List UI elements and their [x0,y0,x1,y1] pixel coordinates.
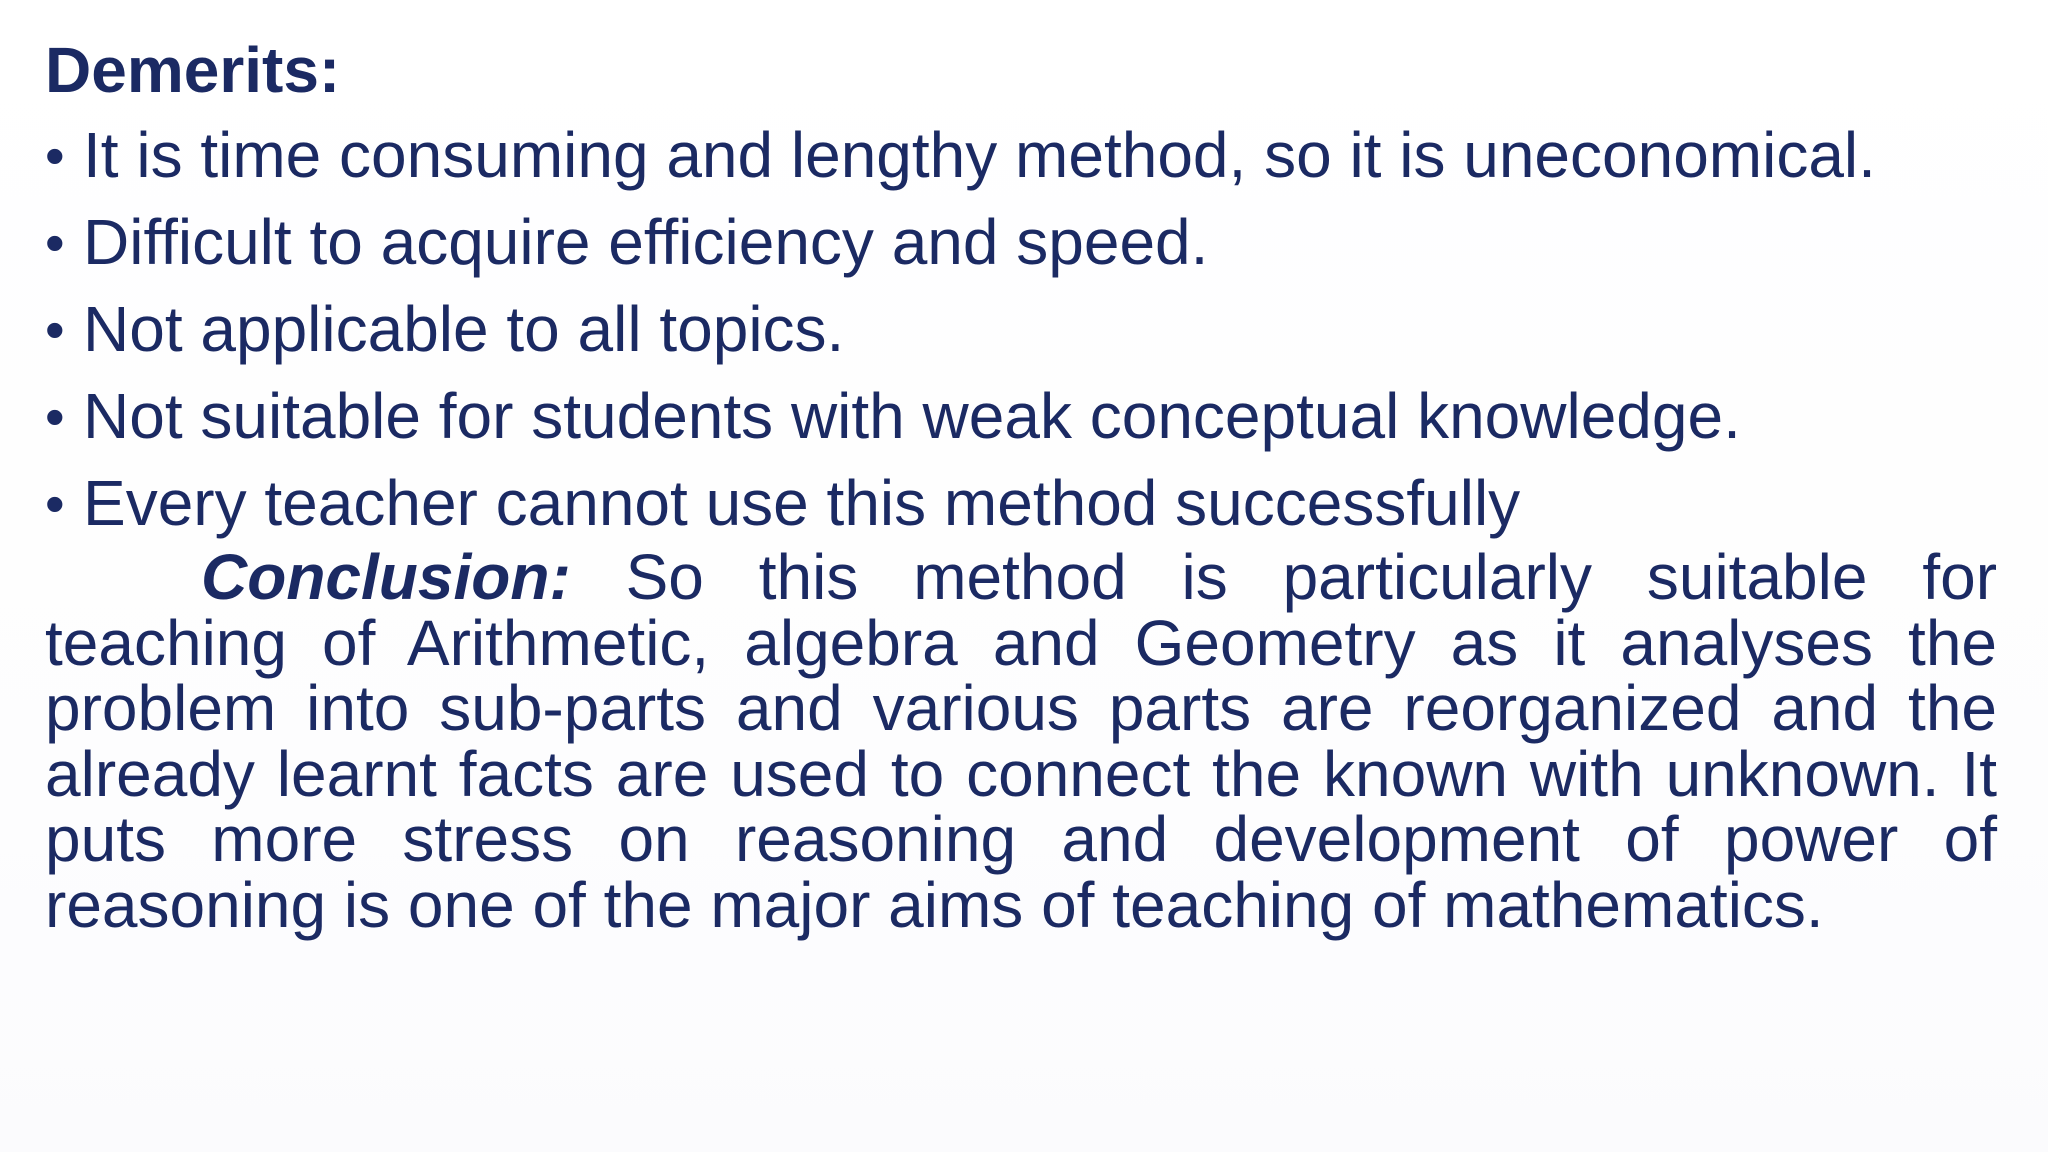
bullet-icon: • [45,472,65,535]
demerit-text: Every teacher cannot use this method successfully [83,467,1521,539]
demerit-item [45,199,1997,286]
demerit-item [45,373,1997,460]
conclusion-paragraph [45,541,1998,941]
demerit-text: Not applicable to all topics. [83,293,845,365]
bullet-icon: • [45,385,65,448]
demerit-text: It is time consuming and lengthy method, so it is uneconomical. [83,119,1876,191]
demerit-item [45,460,1997,547]
slide-heading: Demerits: [45,34,341,106]
demerit-item [45,112,1997,199]
slide-content [45,28,1998,941]
demerit-text: Difficult to acquire efficiency and speed. [83,206,1209,278]
demerits-list [45,112,1997,547]
bullet-icon: • [45,298,65,361]
conclusion-label: Conclusion: [201,541,571,613]
bullet-icon: • [45,211,65,274]
conclusion-text: So this method is particularly suitable for teaching of Arithmetic, algebra and Geometry as it analyses the problem into sub-parts and various parts are reorganized and the already learnt facts are used to connect the known with unknown. It puts more stress on reasoning and development of power of reasoning is one of the major aims of teaching of mathematics. [45,541,1998,941]
bullet-icon: • [45,124,65,187]
demerit-item [45,286,1997,373]
demerit-text: Not suitable for students with weak conceptual knowledge. [83,380,1741,452]
